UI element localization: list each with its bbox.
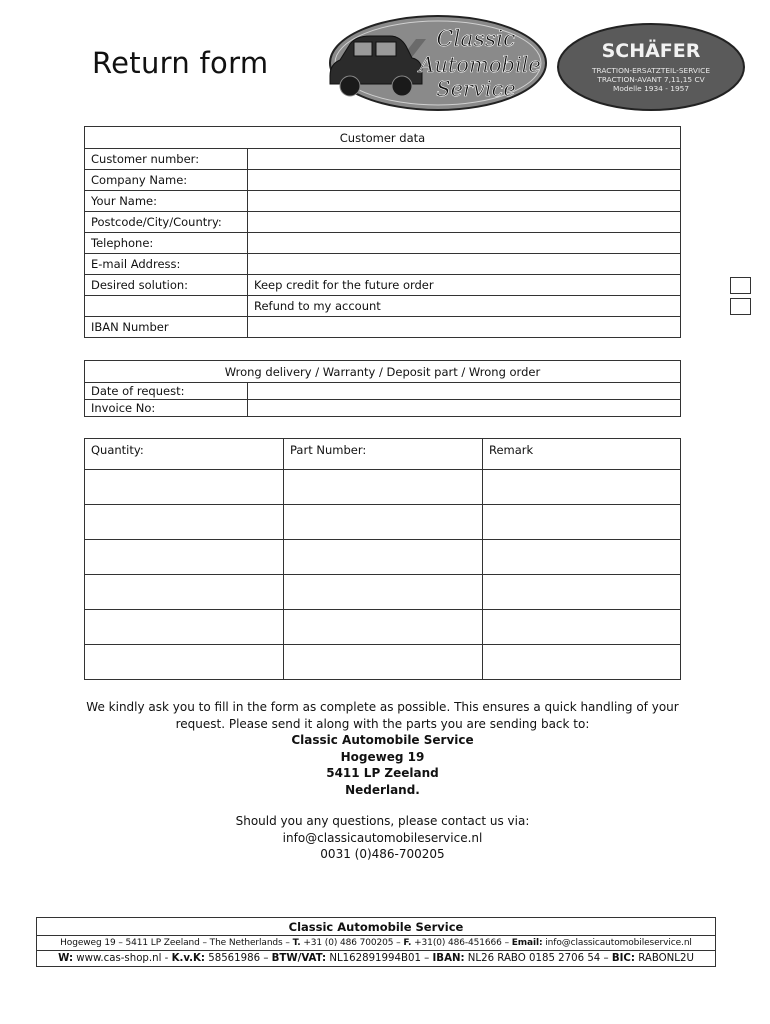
contact-text bbox=[60, 813, 705, 863]
table-row bbox=[85, 645, 681, 680]
telephone-label: Telephone: bbox=[85, 233, 248, 254]
your-name-field[interactable] bbox=[248, 191, 681, 212]
refund-checkbox[interactable] bbox=[730, 298, 751, 315]
email-label: E-mail Address: bbox=[85, 254, 248, 275]
solution-option-refund-label: Refund to my account bbox=[254, 299, 381, 313]
classic-automobile-logo bbox=[326, 14, 548, 112]
footer-contact-line bbox=[37, 936, 716, 951]
contact-question: Should you any questions, please contact us via: bbox=[235, 814, 530, 828]
email-field[interactable] bbox=[248, 254, 681, 275]
credit-checkbox[interactable] bbox=[730, 277, 751, 294]
solution-option-credit[interactable] bbox=[248, 275, 681, 296]
table-row bbox=[85, 610, 681, 645]
remark-cell[interactable] bbox=[483, 575, 681, 610]
address-country: Nederland. bbox=[345, 782, 420, 797]
telephone-field[interactable] bbox=[248, 233, 681, 254]
postcode-field[interactable] bbox=[248, 212, 681, 233]
part-number-cell[interactable] bbox=[284, 575, 483, 610]
instructions-text bbox=[60, 699, 705, 798]
solution-option-credit-label: Keep credit for the future order bbox=[254, 278, 434, 292]
logo-text-schafer-1: TRACTION-ERSATZTEIL-SERVICE bbox=[591, 66, 711, 75]
footer-kvk: 58561986 – bbox=[205, 953, 272, 964]
footer-fax: +31(0) 486-451666 – bbox=[411, 938, 512, 948]
table-row bbox=[85, 254, 681, 275]
footer-iban: NL26 RABO 0185 2706 54 – bbox=[464, 953, 612, 964]
quantity-cell[interactable] bbox=[85, 610, 284, 645]
customer-data-header: Customer data bbox=[85, 127, 681, 149]
customer-number-label: Customer number: bbox=[85, 149, 248, 170]
table-row bbox=[85, 296, 681, 317]
footer-kvk-label: K.v.K: bbox=[171, 953, 205, 964]
iban-field[interactable] bbox=[248, 317, 681, 338]
instructions-line-2: request. Please send it along with the parts you are sending back to: bbox=[175, 716, 590, 731]
quantity-cell[interactable] bbox=[85, 575, 284, 610]
desired-solution-label: Desired solution: bbox=[85, 275, 248, 296]
footer-company: Classic Automobile Service bbox=[37, 918, 716, 936]
part-number-cell[interactable] bbox=[284, 645, 483, 680]
postcode-label: Postcode/City/Country: bbox=[85, 212, 248, 233]
remark-cell[interactable] bbox=[483, 610, 681, 645]
part-number-header: Part Number: bbox=[284, 439, 483, 470]
request-type-header: Wrong delivery / Warranty / Deposit part / Wrong order bbox=[85, 361, 681, 383]
remark-cell[interactable] bbox=[483, 470, 681, 505]
table-row bbox=[85, 191, 681, 212]
table-row bbox=[85, 540, 681, 575]
quantity-cell[interactable] bbox=[85, 645, 284, 680]
part-number-cell[interactable] bbox=[284, 470, 483, 505]
footer-iban-label: IBAN: bbox=[432, 953, 465, 964]
table-row bbox=[85, 149, 681, 170]
customer-number-field[interactable] bbox=[248, 149, 681, 170]
footer-web-label: W: bbox=[58, 953, 74, 964]
table-row bbox=[85, 212, 681, 233]
address-company: Classic Automobile Service bbox=[291, 733, 474, 747]
table-row bbox=[85, 383, 681, 400]
page-title: Return form bbox=[92, 46, 269, 80]
footer-phone: +31 (0) 486 700205 – bbox=[300, 938, 404, 948]
quantity-cell[interactable] bbox=[85, 470, 284, 505]
address-city: 5411 LP Zeeland bbox=[326, 766, 439, 780]
part-number-cell[interactable] bbox=[284, 505, 483, 540]
footer-email-label: Email: bbox=[511, 938, 543, 948]
customer-data-table bbox=[84, 126, 681, 338]
table-row bbox=[85, 170, 681, 191]
footer-vat: NL162891994B01 – bbox=[326, 953, 433, 964]
part-number-cell[interactable] bbox=[284, 610, 483, 645]
date-of-request-field[interactable] bbox=[248, 383, 681, 400]
solution-option-refund[interactable] bbox=[248, 296, 681, 317]
footer-fax-label: F. bbox=[403, 938, 412, 948]
footer-web[interactable]: www.cas-shop.nl - bbox=[73, 953, 172, 964]
logo-text-service: Service bbox=[436, 77, 516, 101]
table-row bbox=[85, 275, 681, 296]
invoice-no-field[interactable] bbox=[248, 400, 681, 417]
table-row bbox=[85, 400, 681, 417]
footer-phone-label: T. bbox=[292, 938, 301, 948]
company-name-label: Company Name: bbox=[85, 170, 248, 191]
quantity-cell[interactable] bbox=[85, 505, 284, 540]
footer-registration-line bbox=[37, 951, 716, 967]
remark-cell[interactable] bbox=[483, 645, 681, 680]
quantity-cell[interactable] bbox=[85, 540, 284, 575]
table-row bbox=[85, 505, 681, 540]
table-row bbox=[85, 470, 681, 505]
footer-bic: RABONL2U bbox=[634, 953, 694, 964]
logo-text-schafer-3: Modelle 1934 - 1957 bbox=[612, 84, 690, 93]
company-name-field[interactable] bbox=[248, 170, 681, 191]
logo-text-schafer: SCHÄFER bbox=[601, 40, 701, 62]
table-row bbox=[85, 317, 681, 338]
invoice-no-label: Invoice No: bbox=[85, 400, 248, 417]
contact-email[interactable]: info@classicautomobileservice.nl bbox=[282, 830, 483, 845]
logo-text-classic: Classic bbox=[436, 27, 516, 52]
part-number-cell[interactable] bbox=[284, 540, 483, 575]
footer-vat-label: BTW/VAT: bbox=[271, 953, 327, 964]
logo-text-schafer-2: TRACTION-AVANT 7,11,15 CV bbox=[597, 75, 705, 84]
logo-text-automobile: Automobile bbox=[419, 53, 541, 77]
remark-cell[interactable] bbox=[483, 505, 681, 540]
quantity-header: Quantity: bbox=[85, 439, 284, 470]
request-table bbox=[84, 360, 681, 417]
footer-address: Hogeweg 19 – 5411 LP Zeeland – The Netherlands – bbox=[60, 938, 293, 948]
solution-empty-cell bbox=[85, 296, 248, 317]
instructions-line-1: We kindly ask you to fill in the form as complete as possible. This ensures a quick handling of your bbox=[86, 700, 679, 714]
your-name-label: Your Name: bbox=[85, 191, 248, 212]
remark-header: Remark bbox=[483, 439, 681, 470]
date-of-request-label: Date of request: bbox=[85, 383, 248, 400]
table-row bbox=[85, 233, 681, 254]
parts-table bbox=[84, 438, 681, 680]
footer-bic-label: BIC: bbox=[611, 953, 635, 964]
contact-phone: 0031 (0)486-700205 bbox=[320, 847, 445, 861]
remark-cell[interactable] bbox=[483, 540, 681, 575]
iban-label: IBAN Number bbox=[85, 317, 248, 338]
table-row bbox=[85, 575, 681, 610]
footer-table bbox=[36, 917, 716, 967]
schafer-logo bbox=[556, 22, 746, 112]
address-street: Hogeweg 19 bbox=[340, 749, 425, 764]
footer-email[interactable]: info@classicautomobileservice.nl bbox=[542, 938, 692, 948]
